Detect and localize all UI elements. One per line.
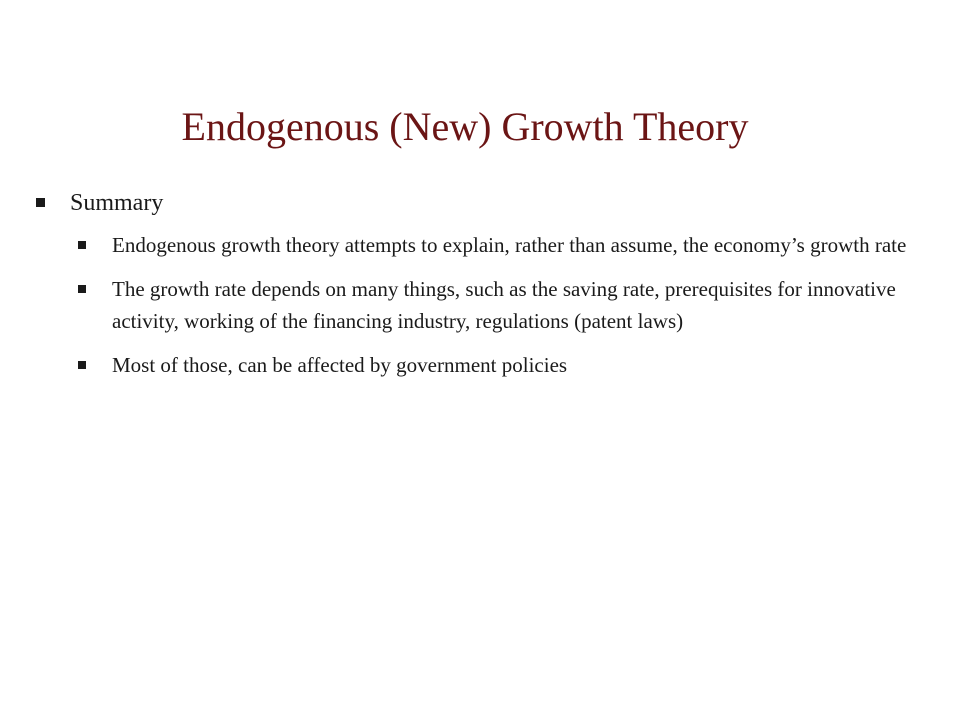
bullet-text: Summary: [70, 190, 164, 216]
square-bullet-icon: [78, 361, 86, 369]
square-bullet-icon: [36, 198, 45, 207]
sub-bullet-text: Endogenous growth theory attempts to explain, rather than assume, the economy’s growth rate: [112, 233, 907, 257]
slide-title: Endogenous (New) Growth Theory: [181, 103, 749, 149]
bullet-list: [36, 185, 916, 393]
sub-bullet: [78, 349, 916, 381]
sub-bullet-text: Most of those, can be affected by government policies: [112, 353, 568, 377]
bullet-summary: [36, 185, 916, 221]
sub-bullet: [78, 273, 916, 337]
square-bullet-icon: [78, 285, 86, 293]
sub-bullet-text: The growth rate depends on many things, such as the saving rate, prerequisites for innovative activity, working of the financing industry, regulations (patent laws): [112, 277, 896, 333]
square-bullet-icon: [78, 241, 86, 249]
sub-bullet: [78, 229, 916, 261]
